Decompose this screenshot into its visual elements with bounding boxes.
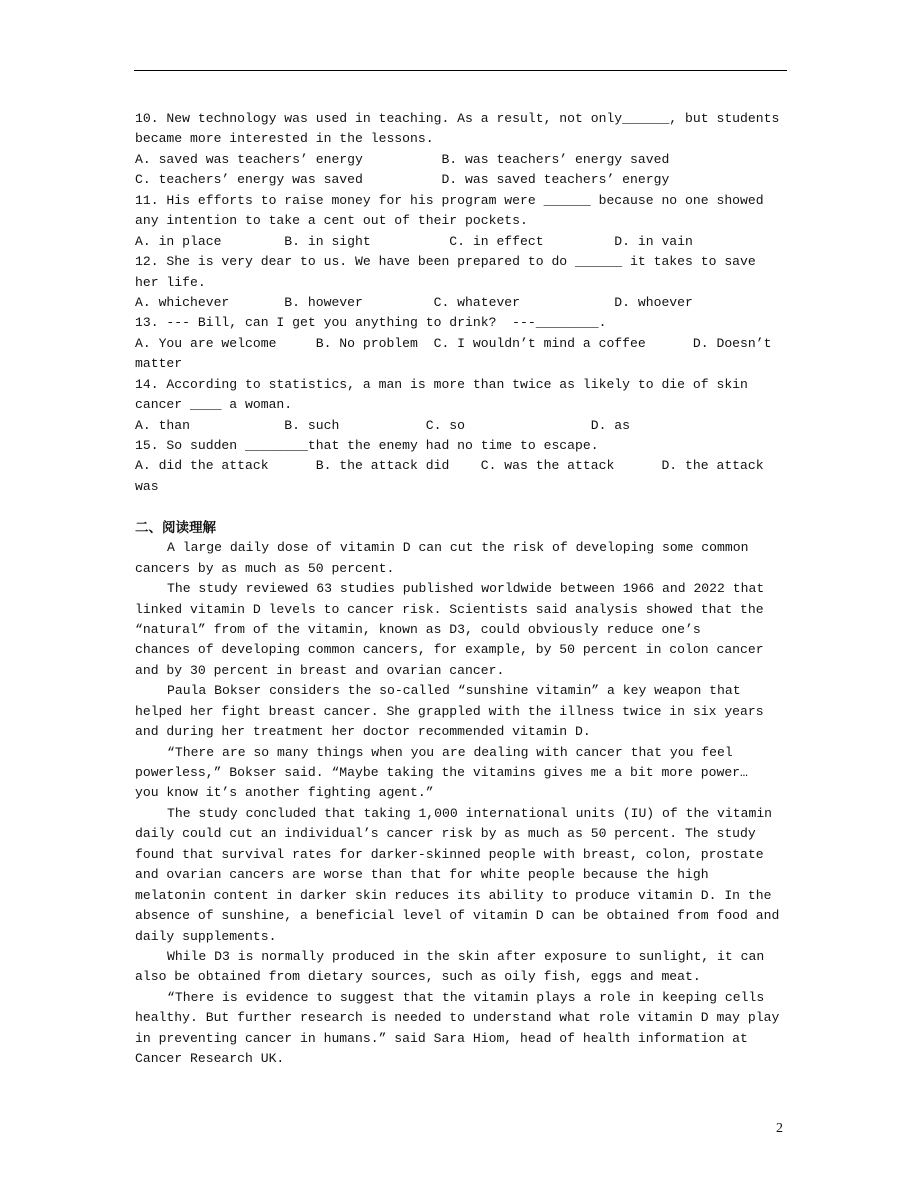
passage-line: you know it’s another fighting agent.” — [135, 785, 434, 801]
question-line: 15. So sudden ________that the enemy had no time to escape. — [135, 438, 599, 453]
passage-line: cancers by as much as 50 percent. — [135, 560, 395, 576]
question-line: A. whichever B. however C. whatever D. whoever — [135, 294, 693, 310]
reading-passage — [135, 538, 795, 1069]
passage-line: powerless,” Bokser said. “Maybe taking the vitamins gives me a bit more power… — [135, 765, 748, 780]
question-line: A. did the attack B. the attack did C. was the attack D. the attack — [135, 458, 764, 474]
passage-line: melatonin content in darker skin reduces its ability to produce vitamin D. In the — [135, 887, 772, 903]
passage-line: in preventing cancer in humans.” said Sara Hiom, head of health information at — [135, 1030, 748, 1046]
question-line: her life. — [135, 274, 206, 290]
passage-line: Paula Bokser considers the so-called “sunshine vitamin” a key weapon that — [167, 683, 741, 699]
passage-line: daily supplements. — [135, 928, 277, 944]
question-line: 13. --- Bill, can I get you anything to drink? ---________. — [135, 315, 607, 331]
passage-line: “There are so many things when you are dealing with cancer that you feel — [167, 744, 733, 760]
passage-line: While D3 is normally produced in the skin after exposure to sunlight, it can — [167, 948, 765, 964]
question-line: any intention to take a cent out of their pockets. — [135, 213, 528, 229]
question-line: cancer ____ a woman. — [135, 397, 293, 413]
question-line: was — [135, 478, 159, 494]
page-number: 2 — [776, 1121, 783, 1136]
question-line: A. saved was teachers’ energy B. was teachers’ energy saved — [135, 151, 670, 167]
question-line: A. You are welcome B. No problem C. I wouldn’t mind a coffee D. Doesn’t — [135, 335, 772, 351]
passage-line: “natural” from of the vitamin, known as D3, could obviously reduce one’s — [135, 621, 701, 637]
passage-line: also be obtained from dietary sources, such as oily fish, eggs and meat. — [135, 969, 701, 985]
passage-line: The study concluded that taking 1,000 international units (IU) of the vitamin — [167, 805, 773, 821]
passage-line: and by 30 percent in breast and ovarian cancer. — [135, 662, 505, 678]
section-heading: 二、阅读理解 — [135, 519, 216, 536]
passage-line: A large daily dose of vitamin D can cut the risk of developing some common — [167, 540, 749, 556]
question-line: A. in place B. in sight C. in effect D. in vain — [135, 233, 693, 249]
passage-line: and during her treatment her doctor recommended vitamin D. — [135, 724, 591, 740]
passage-line: and ovarian cancers are worse than that for white people because the high — [135, 867, 709, 883]
passage-line: The study reviewed 63 studies published worldwide between 1966 and 2022 that — [167, 581, 765, 597]
passage-line: daily could cut an individual’s cancer risk by as much as 50 percent. The study — [135, 826, 756, 842]
questions-section — [135, 109, 795, 497]
page-content — [135, 109, 795, 1070]
passage-line: helped her fight breast cancer. She grappled with the illness twice in six years — [135, 703, 764, 719]
passage-line: healthy. But further research is needed to understand what role vitamin D may play — [135, 1010, 780, 1026]
passage-line: chances of developing common cancers, for example, by 50 percent in colon cancer — [135, 642, 764, 658]
passage-line: linked vitamin D levels to cancer risk. Scientists said analysis showed that the — [135, 601, 764, 617]
passage-line: “There is evidence to suggest that the vitamin plays a role in keeping cells — [167, 989, 765, 1005]
question-line: 10. New technology was used in teaching. As a result, not only______, but students — [135, 111, 780, 126]
spacer — [135, 497, 795, 517]
question-line: became more interested in the lessons. — [135, 131, 434, 147]
question-line: 14. According to statistics, a man is more than twice as likely to die of skin — [135, 376, 748, 392]
question-line: matter — [135, 356, 183, 372]
passage-line: Cancer Research UK. — [135, 1051, 285, 1067]
question-line: C. teachers’ energy was saved D. was saved teachers’ energy — [135, 172, 670, 188]
question-line: A. than B. such C. so D. as — [135, 417, 631, 433]
question-line: 11. His efforts to raise money for his program were ______ because no one showed — [135, 192, 764, 208]
passage-line: absence of sunshine, a beneficial level of vitamin D can be obtained from food and — [135, 908, 780, 924]
question-line: 12. She is very dear to us. We have been prepared to do ______ it takes to save — [135, 254, 756, 270]
passage-line: found that survival rates for darker-skinned people with breast, colon, prostate — [135, 846, 764, 862]
header-rule — [134, 70, 787, 71]
